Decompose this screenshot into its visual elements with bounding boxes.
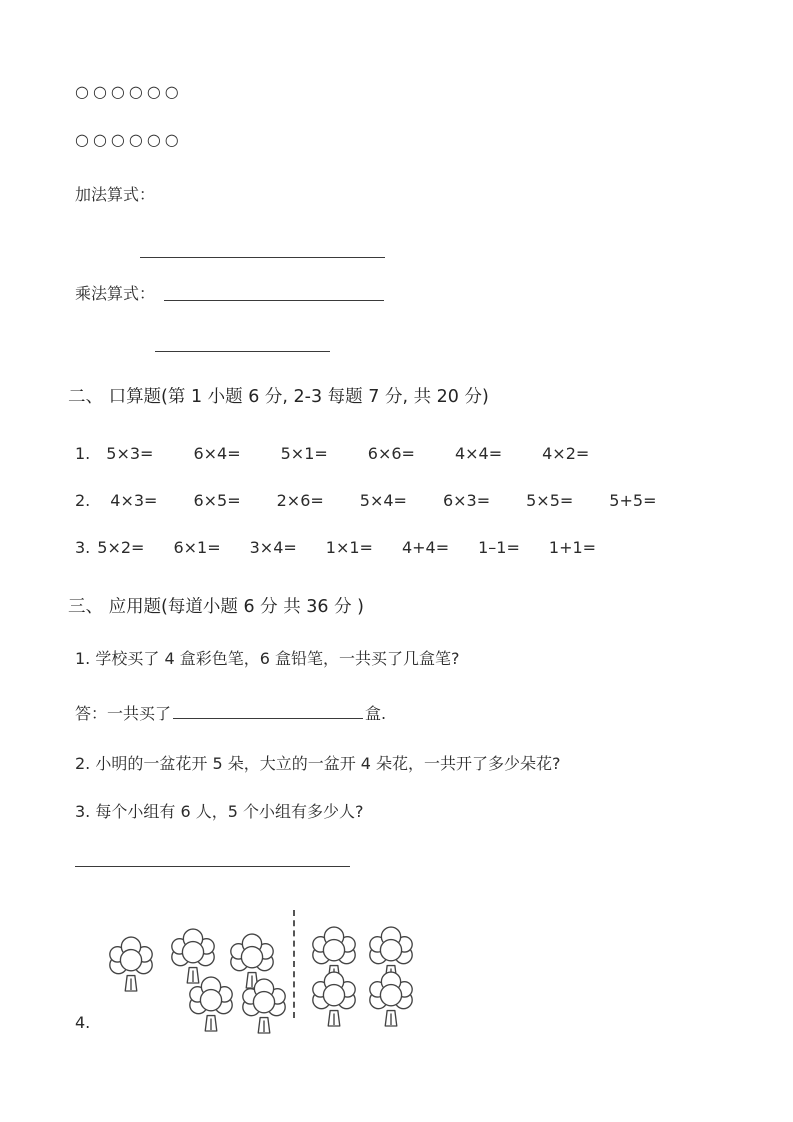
math-expression: 1–1= (478, 538, 520, 557)
tree-picture-area (75, 903, 425, 1038)
math-expression: 2×6= (276, 491, 324, 510)
math-expression: 5+5= (609, 491, 657, 510)
math-expression: 6×4= (193, 444, 241, 463)
tree-icon (308, 971, 360, 1029)
oral-row-3 (75, 538, 625, 557)
circles-row-1: ○○○○○○ (75, 82, 183, 101)
question-1: 1. 学校买了 4 盒彩色笔，6 盒铅笔，一共买了几盒笔? (75, 649, 460, 668)
tree-icon (238, 978, 290, 1036)
row-number: 2. (75, 491, 91, 510)
tree-icon (105, 936, 157, 994)
multiplication-answer-line-2 (155, 351, 330, 352)
math-expression: 1×1= (325, 538, 373, 557)
answer-prefix: 答：一共买了 (75, 704, 172, 723)
addition-answer-line (140, 257, 385, 258)
oral-row-2 (75, 491, 692, 510)
multiplication-answer-line-1 (164, 300, 384, 301)
math-expression: 4×2= (542, 444, 590, 463)
circles-row-2: ○○○○○○ (75, 130, 183, 149)
math-expression: 5×4= (359, 491, 407, 510)
section3-title: 三、 应用题(每道小题 6 分 共 36 分 ) (68, 597, 364, 617)
math-expression: 6×5= (193, 491, 241, 510)
question-4-number: 4. (75, 1013, 91, 1032)
math-expression: 4×3= (110, 491, 158, 510)
section2-title: 二、 口算题(第 1 小题 6 分, 2-3 每题 7 分, 共 20 分) (68, 387, 489, 407)
math-expression: 6×1= (173, 538, 221, 557)
answer-line (75, 701, 386, 724)
math-expression: 6×3= (442, 491, 491, 510)
math-expression: 1+1= (548, 538, 597, 557)
math-expression: 6×6= (367, 444, 415, 463)
math-expression: 5×2= (97, 538, 145, 557)
row-number: 1. (75, 444, 91, 463)
math-expression: 5×3= (106, 444, 154, 463)
question-2: 2. 小明的一盆花开 5 朵，大立的一盆开 4 朵花，一共开了多少朵花? (75, 754, 561, 773)
answer-blank-line (173, 703, 363, 719)
multiplication-equation-label: 乘法算式： (75, 284, 156, 303)
row-number: 3. (75, 538, 91, 557)
addition-equation-label: 加法算式： (75, 185, 156, 204)
answer-suffix: 盒. (365, 704, 387, 723)
work-area-line (75, 866, 350, 867)
oral-row-1 (75, 444, 629, 463)
dashed-divider-line (293, 910, 295, 1018)
math-expression: 5×5= (526, 491, 574, 510)
math-expression: 3×4= (249, 538, 297, 557)
question-3: 3. 每个小组有 6 人，5 个小组有多少人? (75, 802, 364, 821)
math-expression: 5×1= (280, 444, 328, 463)
math-expression: 4+4= (401, 538, 450, 557)
tree-icon (185, 976, 237, 1034)
tree-icon (365, 971, 417, 1029)
math-expression: 4×4= (454, 444, 503, 463)
